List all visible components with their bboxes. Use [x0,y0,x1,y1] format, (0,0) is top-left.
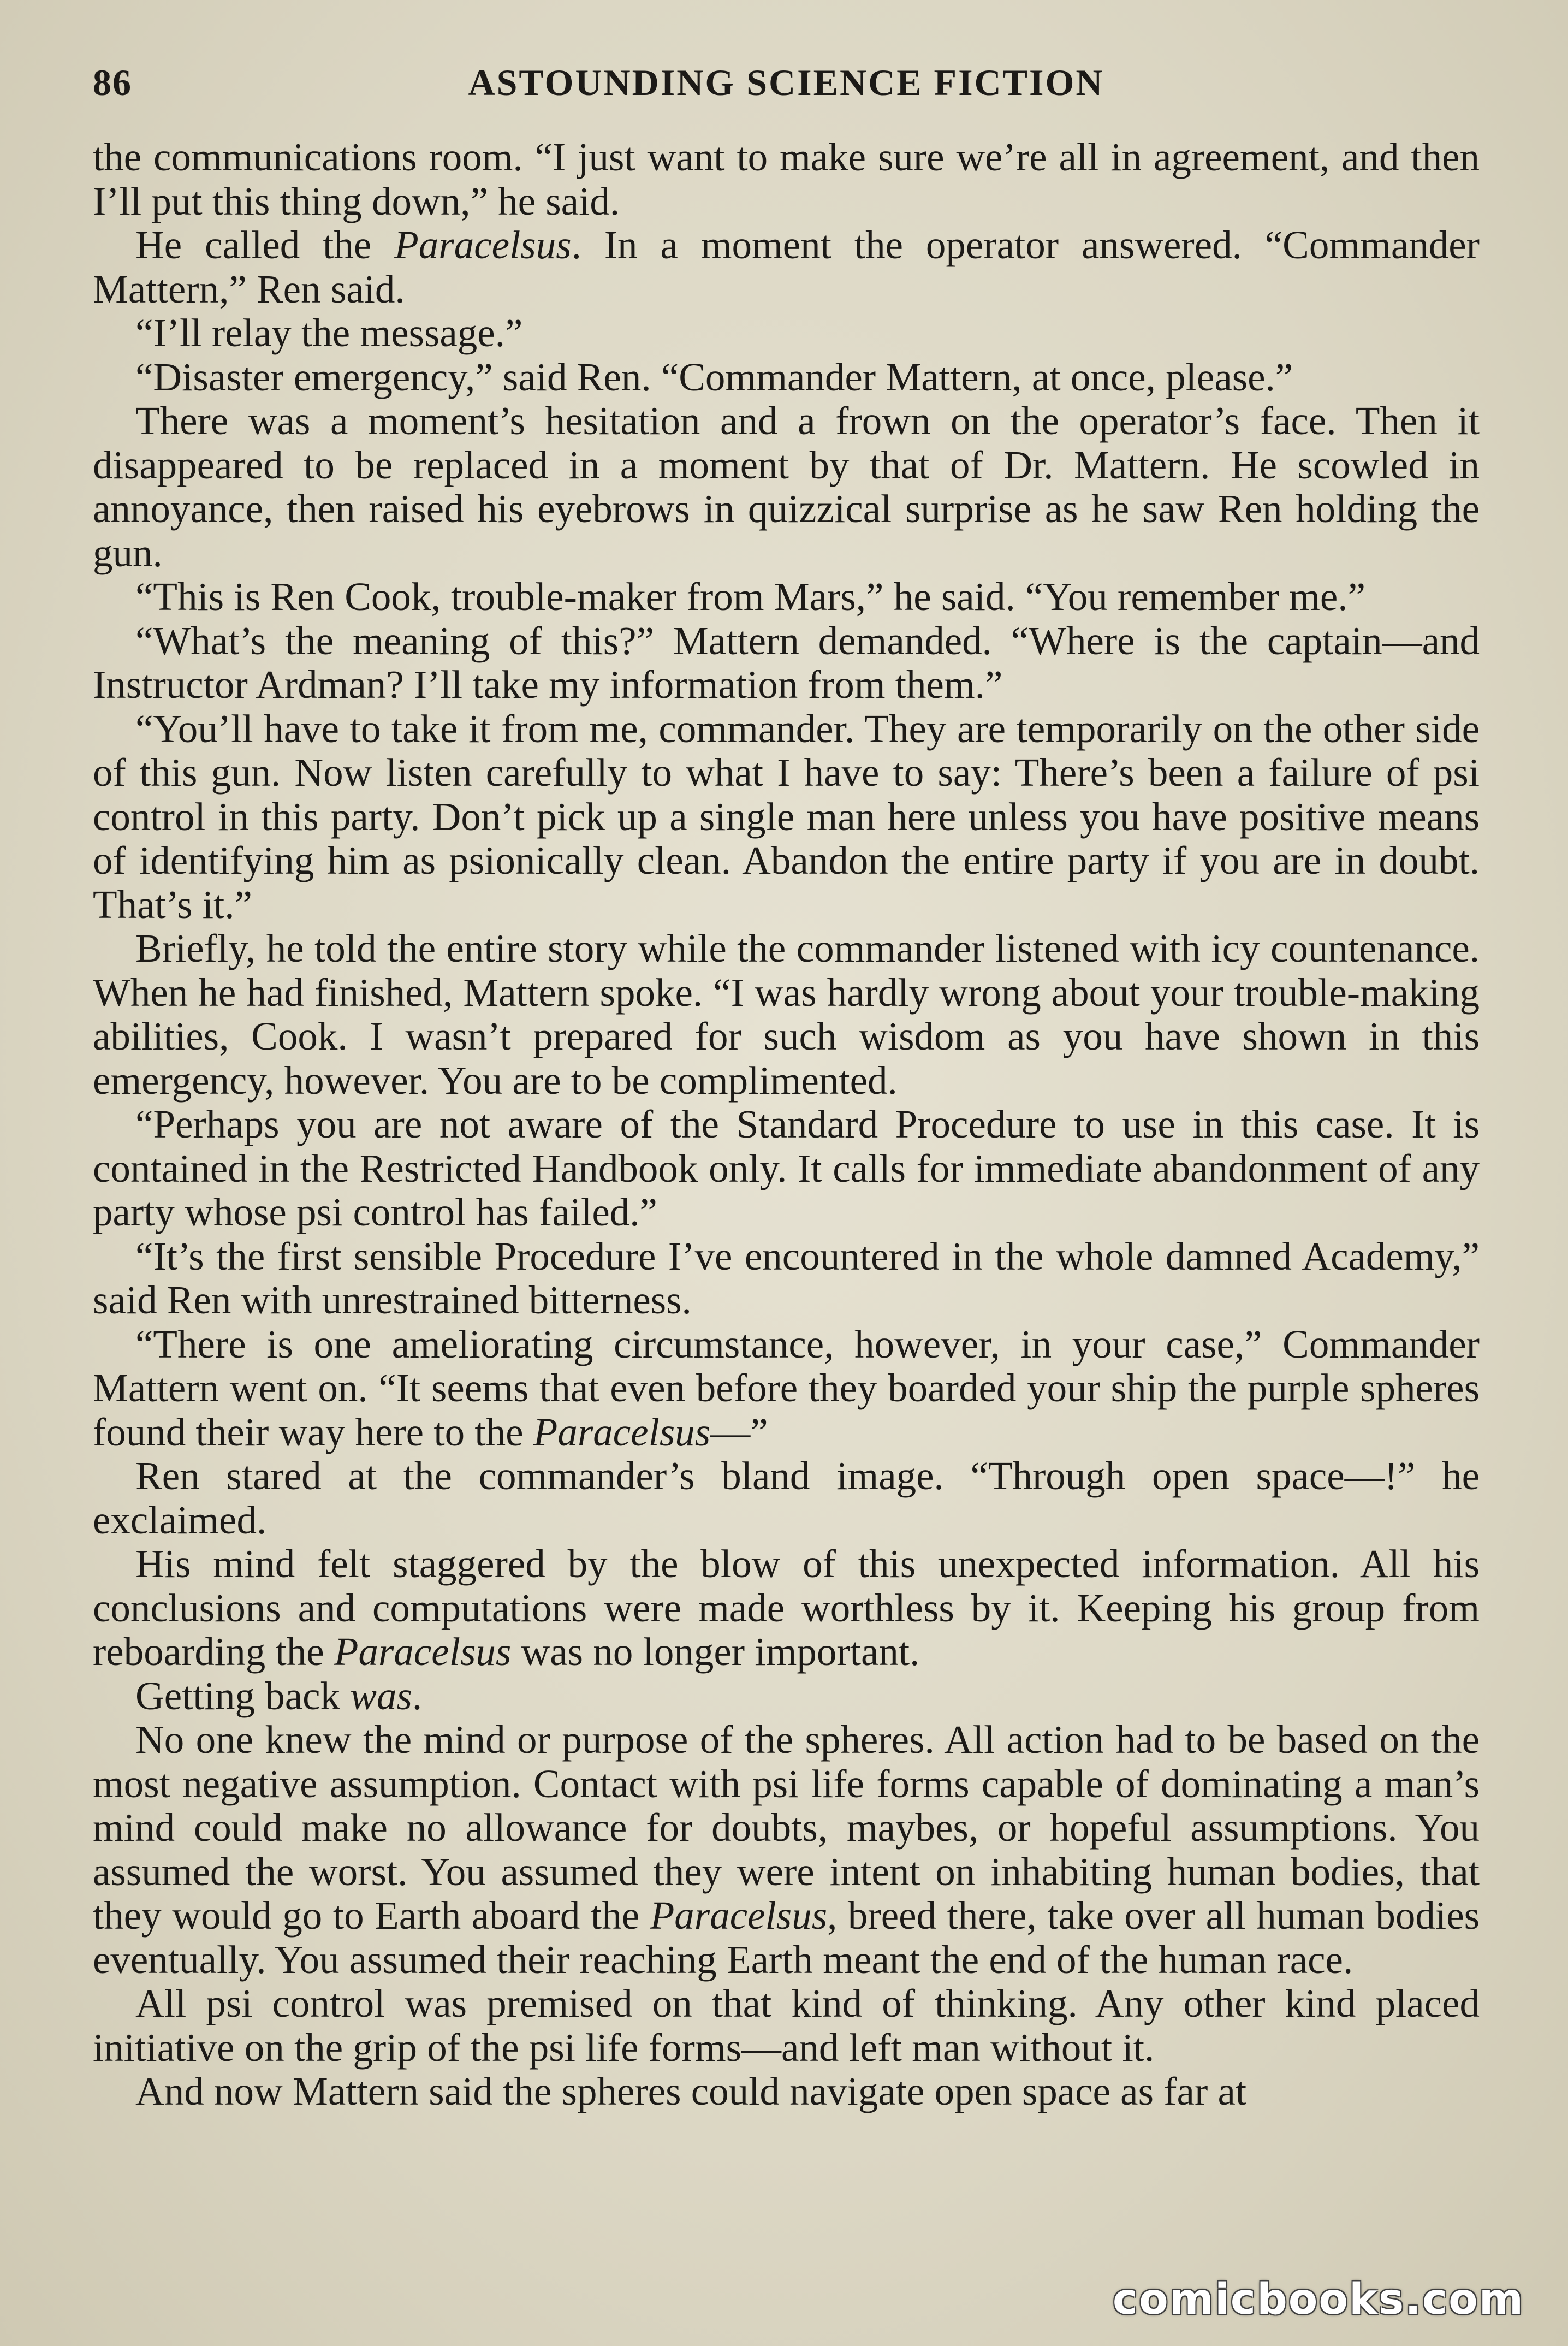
paragraph: “You’ll have to take it from me, commander. They are temporarily on the other side of this gun. Now listen carefully to what I have to say: There’s been a failure of psi control in this party. Don’t pick up a single man here unless you have positive means of identifying him as psionically clean. Abandon the entire party if you are in doubt. That’s it.” [93,706,1480,927]
paragraph: “This is Ren Cook, trouble-maker from Mars,” he said. “You remember me.” [135,574,1365,619]
page-number: 86 [93,62,132,103]
body-text [93,135,1480,2114]
paragraph: Briefly, he told the entire story while the commander listened with icy countenance. When he had finished, Mattern spoke. “I was hardly wrong about your trouble-making abilities, Cook. I wasn’t prepared for such wisdom as you have shown in this emergency, however. You are to be complimented. [93,926,1480,1103]
paragraph: “Disaster emergency,” said Ren. “Commander Mattern, at once, please.” [135,354,1293,399]
paragraph: Getting back was. [135,1673,423,1718]
paragraph: There was a moment’s hesitation and a frown on the operator’s face. Then it disappeared to be replaced in a moment by that of Dr. Mattern. He scowled in annoyance, then raised his eyebrows in quizzical surprise as he saw Ren holding the gun. [93,399,1480,575]
paragraph: “Perhaps you are not aware of the Standard Procedure to use in this case. It is contained in the Restricted Handbook only. It calls for immediate abandonment of any party whose psi control has failed.” [93,1102,1480,1234]
paragraph: “It’s the first sensible Procedure I’ve encountered in the whole damned Academy,” said Ren with unrestrained bitterness. [93,1234,1480,1322]
paragraph: Ren stared at the commander’s bland image. “Through open space—!” he exclaimed. [93,1454,1480,1542]
paragraph: No one knew the mind or purpose of the spheres. All action had to be based on the most negative assumption. Contact with psi life forms capable of dominating a man’s mind could make no allowance for doubts, maybes, or hopeful assumptions. You assumed the worst. You assumed they were intent on inhabiting human bodies, that they would go to Earth aboard the Paracelsus, breed there, take over all human bodies eventually. You assumed their reaching Earth meant the end of the human race. [93,1717,1480,1982]
paragraph: His mind felt staggered by the blow of this unexpected information. All his conclusions and computations were made worthless by it. Keeping his group from reboarding the Paracelsus was no longer important. [93,1542,1480,1674]
paragraph: He called the Paracelsus. In a moment the operator answered. “Commander Mattern,” Ren said. [93,223,1480,311]
paragraph: All psi control was premised on that kind of thinking. Any other kind placed initiative on the grip of the psi life forms—and left man without it. [93,1981,1480,2070]
paragraph: “What’s the meaning of this?” Mattern demanded. “Where is the captain—and Instructor Ardman? I’ll take my information from them.” [93,618,1480,707]
paragraph: the communications room. “I just want to make sure we’re all in agreement, and then I’ll put this thing down,” he said. [93,135,1480,223]
paragraph: And now Mattern said the spheres could navigate open space as far at [135,2069,1247,2113]
paragraph: “There is one ameliorating circumstance, however, in your case,” Commander Mattern went on. “It seems that even before they boarded your ship the purple spheres found their way here to the Paracelsus—” [93,1322,1480,1454]
paragraph: “I’ll relay the message.” [135,311,523,355]
running-head: ASTOUNDING SCIENCE FICTION [468,62,1104,103]
site-watermark: comicbooks.com [1112,2275,1524,2324]
page-header [93,61,1480,116]
